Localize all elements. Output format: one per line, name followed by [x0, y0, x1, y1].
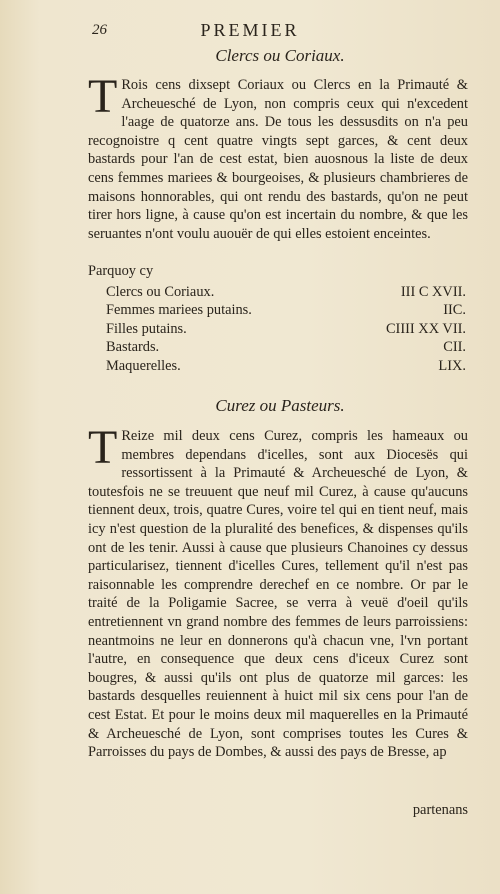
paragraph-curez: [88, 421, 468, 762]
drop-cap: T: [88, 70, 118, 123]
tally-row: [88, 320, 468, 339]
drop-cap: T: [88, 421, 118, 474]
paragraph-text: Reize mil deux cens Curez, compris les hameaux ou membres dependans d'icelles, sont aux Diocesës qui ressortissent à la Primauté & Archeuesché de Lyon, & toutesfois ne se treuuent que neuf mil Curez, à cause qu'aucuns tiennent deux, trois, quatre Cures, voire tel qui en tient neuf, mais icy n'est question de la pluralité des benefices, & dispenses qu'ils ont de les tenir. Aussi à cause que plusieurs Chanoines cy dessus particularisez, tiennent d'icelles Cures, tellement qu'il n'est pas raisonnable les comprendre derechef en ce nombre. Or par le traité de la Poligamie Sacree, se verra à veuë d'oeil qu'ils entretiennent vn grand nombre des femmes de leurs parroissiens: neantmoins ne leur en donnerons qu'à chacun vne, l'vn portant l'autre, en consequence que deux cens d'iceux Curez sont bougres, & aussi qu'ils ont plus de quatorze mil garces: les bastards desquelles reuiennent à huict mil six cens pour l'an de cest Estat. Et pour le moins deux mil maquerelles en la Primauté & Archeuesché de Lyon, sont comprises toutes les Cures & Parroisses du pays de Dombes, & aussi des pays de Bresse, ap: [88, 428, 468, 761]
tally-label: Filles putains.: [106, 320, 187, 337]
tally-row: [88, 357, 468, 376]
tally-value: IIC.: [443, 302, 466, 319]
section-heading-clercs: Clercs ou Coriaux.: [215, 46, 345, 65]
section-heading-curez: Curez ou Pasteurs.: [215, 396, 345, 415]
tally-value: CIIII XX VII.: [385, 320, 466, 337]
tally-label: Femmes mariees putains.: [106, 302, 252, 319]
tally-label: Maquerelles.: [106, 357, 181, 374]
tally-value: III C XVII.: [400, 283, 466, 300]
tally-row: [88, 338, 468, 357]
tally-label: Clercs ou Coriaux.: [106, 283, 215, 300]
page-number: 26: [92, 22, 107, 38]
running-title: PREMIER: [200, 20, 300, 40]
paragraph-text: Rois cens dixsept Coriaux ou Clercs en la Primauté & Archeuesché de Lyon, non compris ceux qui n'excedent l'aage de quatorze ans. De tous les dessusdits on n'a peu recognoistre q cent quatre vingts sept garces, & cent deux bastards pour l'an de cest estat, bien auosnous la liste de deux cens femmes mariees & bourgeoises, & plusieurs chambrieres de maisons honnorables, qui ont rendu des bastards, qu'on ne peut tirer hors ligne, à cause qu'on est incertain du nombre, & que les seruantes n'ont voulu auouër de qui elles estoient enceintes.: [88, 77, 468, 242]
paragraph-clercs: [88, 70, 468, 243]
tally-row: [88, 301, 468, 320]
tally-intro: Parquoy cy: [88, 263, 154, 279]
tally-label: Bastards.: [106, 339, 160, 356]
catchword: partenans: [412, 802, 468, 818]
tally-row: [88, 283, 468, 302]
tally-list: [88, 262, 468, 376]
tally-value: CII.: [443, 339, 466, 356]
tally-value: LIX.: [438, 357, 466, 374]
